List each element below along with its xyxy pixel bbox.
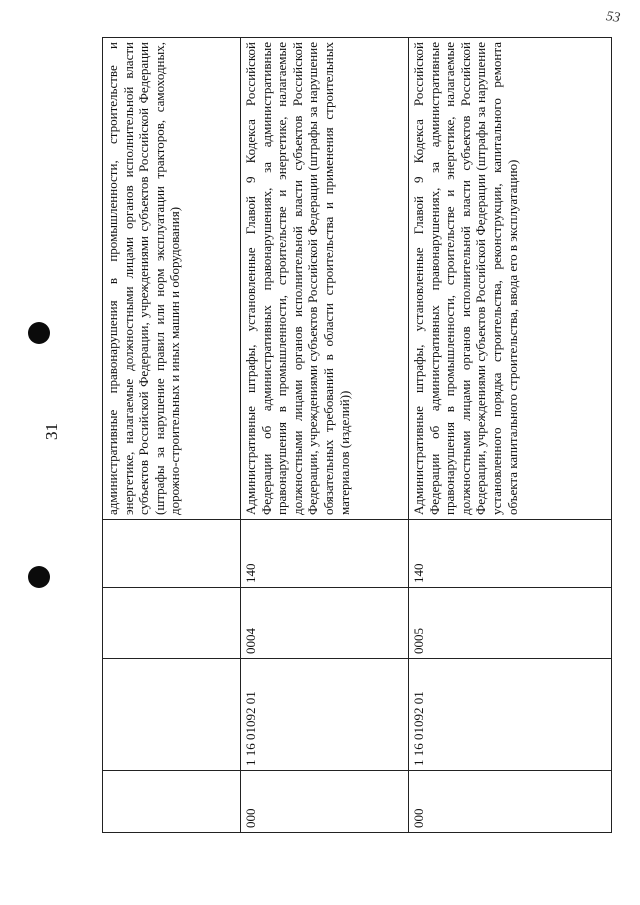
subtype-code-cell: 0005	[409, 588, 612, 659]
classification-code-cell: 140	[409, 520, 612, 588]
subtype-code-cell: 0004	[241, 588, 409, 659]
table-row	[103, 38, 241, 833]
income-code-cell: 1 16 01092 01	[409, 659, 612, 771]
subtype-code-cell	[103, 588, 241, 659]
binder-hole-top	[28, 322, 50, 344]
classification-code-cell	[103, 520, 241, 588]
handwritten-page-mark: 53	[605, 9, 622, 26]
page-number: 31	[42, 423, 61, 440]
description-cell: Административные штрафы, установленные Главой 9 Кодекса Российской Федерации об административных правонарушениях, за административные правонарушения в промышленности, строительстве и энергетике, налагаемые должностными лицами органов исполнительной власти субъектов Российской Федерации, учреждениями субъектов Российской Федерации (штрафы за нарушение установленного порядка строительства, реконструкции, капитального ремонта объекта капитального строительства, ввода его в эксплуатацию)	[409, 38, 612, 520]
admin-code-cell: 000	[241, 771, 409, 833]
admin-code-cell: 000	[409, 771, 612, 833]
classification-code-cell: 140	[241, 520, 409, 588]
table-row	[409, 38, 612, 833]
budget-classification-table	[102, 37, 612, 833]
admin-code-cell	[103, 771, 241, 833]
income-code-cell	[103, 659, 241, 771]
binder-hole-bottom	[28, 566, 50, 588]
table-row	[241, 38, 409, 833]
description-cell: Административные штрафы, установленные Главой 9 Кодекса Российской Федерации об административных правонарушениях, за административные правонарушения в промышленности, строительстве и энергетике, налагаемые должностными лицами органов исполнительной власти субъектов Российской Федерации, учреждениями субъектов Российской Федерации (штрафы за нарушение обязательных требований в области строительства и применения строительных материалов (изделий))	[241, 38, 409, 520]
income-code-cell: 1 16 01092 01	[241, 659, 409, 771]
description-cell: административные правонарушения в промышленности, строительстве и энергетике, налагаемые должностными лицами органов исполнительной власти субъектов Российской Федерации, учреждениями субъектов Российской Федерации (штрафы за нарушение правил или норм эксплуатации тракторов, самоходных, дорожно-строительных и иных машин и оборудования)	[103, 38, 241, 520]
rotated-table-container	[102, 38, 611, 833]
